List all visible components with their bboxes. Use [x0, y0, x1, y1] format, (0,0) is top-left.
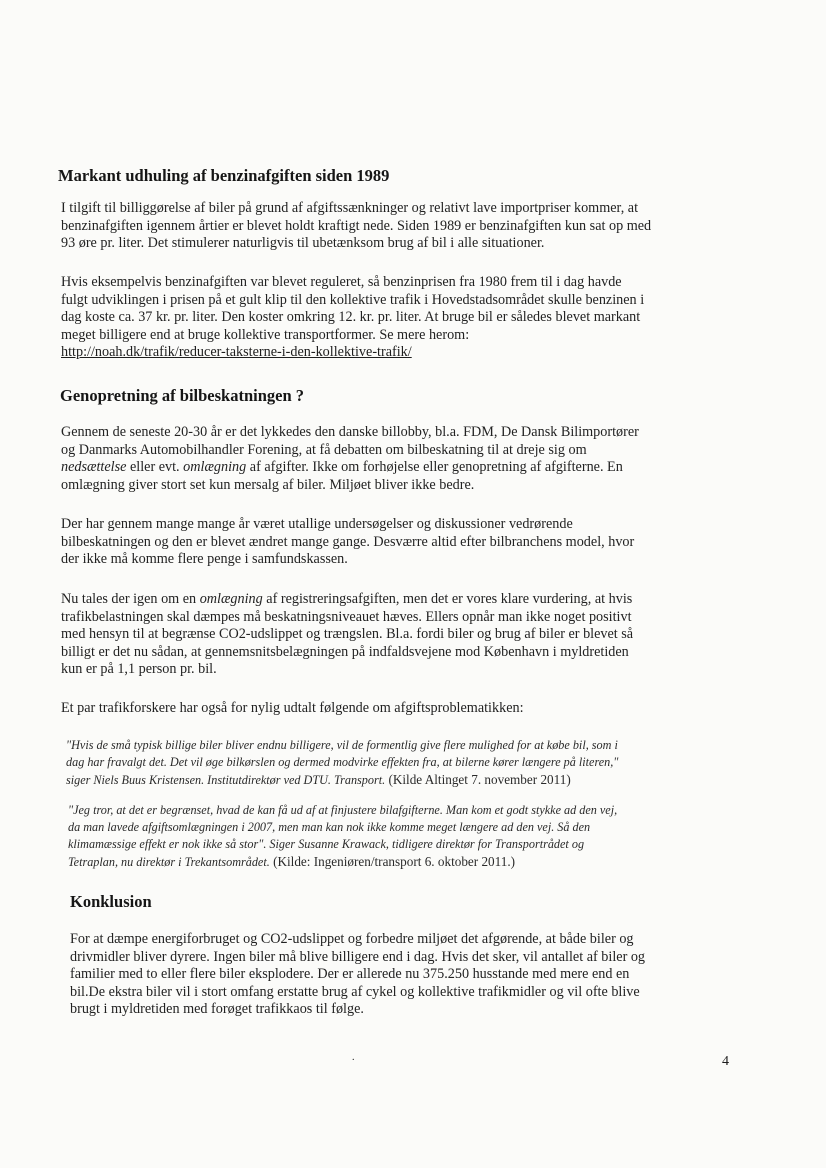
- quote-source: (Kilde: Ingeniøren/transport 6. oktober 2011.): [269, 854, 516, 869]
- emphasis-omlaegning: omlægning: [199, 591, 263, 607]
- text-fragment: af afgifter. Ikke om forhøjelse eller genopretning af afgifterne. En: [246, 459, 623, 475]
- paragraph-billobby: [61, 424, 639, 494]
- text-line: brugt i myldretiden med forøget trafikkaos til følge.: [70, 1001, 364, 1017]
- text-line: familier med to eller flere biler eksplodere. Der er allerede nu 375.250 husstande med mere end en: [70, 966, 630, 982]
- page-number: 4: [722, 1054, 729, 1069]
- text-line: og Danmarks Automobilhandler Forening, at få debatten om bilbeskatning til at dreje sig om: [61, 441, 587, 458]
- paragraph-registreringsafgift: [61, 591, 633, 679]
- text-line: dag koste ca. 37 kr. pr. liter. Den koster omkring 12. kr. pr. liter. At bruge bil er således blevet markant: [61, 309, 641, 325]
- quote-text: "Hvis de små typisk billige biler bliver endnu billigere, vil de formentlig give flere mulighed for at købe bil, som i: [66, 738, 618, 752]
- text-line: bil.De ekstra biler vil i stort omfang erstatte brug af cykel og kollektive trafikmidler og vil ofte blive: [70, 983, 640, 1000]
- stray-mark: .: [352, 1052, 355, 1063]
- text-line: [61, 459, 639, 477]
- text-line: trafikbelastningen skal dæmpes må beskatningsniveauet hæves. Ellers opnår man ikke noget positivt: [61, 608, 632, 625]
- text-line: omlægning giver stort set kun mersalg af biler. Miljøet bliver ikke bedre.: [61, 476, 475, 493]
- quote-attribution: siger Niels Buus Kristensen. Institutdirektør ved DTU. Transport.: [66, 773, 386, 787]
- paragraph-regulering: [61, 274, 644, 362]
- noah-trafik-link[interactable]: http://noah.dk/trafik/reducer-taksterne-i-den-kollektive-trafik/: [61, 344, 412, 360]
- text-fragment: eller evt.: [126, 459, 184, 475]
- heading-genopretning: Genopretning af bilbeskatningen ?: [60, 386, 305, 405]
- quote-source: (Kilde Altinget 7. november 2011): [385, 772, 571, 787]
- quote-niels-buus: [66, 737, 618, 789]
- text-line: billigt er det nu sådan, at gennemsnitsbelægningen på indfaldsvejene mod København i myldretiden: [61, 643, 629, 660]
- text-line: bilbeskatningen og den er blevet ændret mange gange. Desværre altid efter bilbranchens model, hvor: [61, 533, 635, 550]
- text-line: kun er på 1,1 person pr. bil.: [61, 661, 217, 677]
- text-line: benzinafgiften igennem årtier er blevet holdt kraftigt nede. Siden 1989 er benzinafgiften kun sat op med: [61, 217, 652, 234]
- text-line: For at dæmpe energiforbruget og CO2-udslippet og forbedre miljøet det afgørende, at både biler og: [70, 931, 634, 947]
- text-line: der ikke må komme flere penge i samfundskassen.: [61, 551, 348, 567]
- quote-text: da man lavede afgiftsomlægningen i 2007, men man kan nok ikke komme meget længere ad den vej. Så den: [68, 820, 591, 834]
- text-line: Gennem de seneste 20-30 år er det lykkedes den danske billobby, bl.a. FDM, De Dansk Bilimportører: [61, 424, 639, 440]
- quote-text: dag har fravalgt det. Det vil øge bilkørslen og dermed modvirke effekten fra, at bilerne kører længere på literen,": [66, 755, 619, 769]
- text-fragment: Nu tales der igen om en: [61, 591, 200, 607]
- text-line: Der har gennem mange mange år været utallige undersøgelser og diskussioner vedrørende: [61, 516, 573, 532]
- quote-text: "Jeg tror, at det er begrænset, hvad de kan få ud af at finjustere bilafgifterne. Man kom et godt stykke ad den vej,: [68, 803, 618, 817]
- heading-benzinafgift: Markant udhuling af benzinafgiften siden 1989: [58, 166, 390, 185]
- quote-text: klimamæssige effekt er nok ikke så stor". Siger Susanne Krawack, tidligere direktør for Transportrådet og: [68, 837, 585, 851]
- text-line: 93 øre pr. liter. Det stimulerer naturligvis til ubetænksom brug af bil i alle situationer.: [61, 235, 545, 251]
- text-line: Hvis eksempelvis benzinafgiften var blevet reguleret, så benzinprisen fra 1980 frem til i dag havde: [61, 274, 622, 290]
- paragraph-undersogelser: [61, 516, 634, 569]
- heading-konklusion: Konklusion: [70, 892, 152, 911]
- emphasis-nedsaettelse: nedsættelse: [61, 459, 127, 475]
- quote-attribution: Tetraplan, nu direktør i Trekantsområdet.: [68, 855, 270, 869]
- text-line: Et par trafikforskere har også for nylig udtalt følgende om afgiftsproblematikken:: [61, 700, 524, 716]
- text-fragment: af registreringsafgiften, men det er vores klare vurdering, at hvis: [262, 591, 633, 607]
- text-line: meget billigere end at bruge kollektive transportformer. Se mere herom:: [61, 326, 470, 343]
- text-line: med hensyn til at begrænse CO2-udslippet og trængslen. Bl.a. fordi biler og brug af biler er blevet så: [61, 626, 634, 642]
- text-line: I tilgift til billiggørelse af biler på grund af afgiftssænkninger og relativt lave importpriser kommer, at: [61, 200, 639, 216]
- emphasis-omlaegning: omlægning: [183, 459, 247, 475]
- quote-susanne-krawack: [68, 802, 617, 871]
- text-line: drivmidler bliver dyrere. Ingen biler må blive billigere end i dag. Hvis det sker, vil antallet af biler og: [70, 948, 646, 965]
- paragraph-trafikforskere: [61, 700, 524, 718]
- text-line: [61, 591, 633, 609]
- text-line: fulgt udviklingen i prisen på et gult klip til den kollektive trafik i Hovedstadsområdet skulle benzinen i: [61, 291, 645, 308]
- paragraph-konklusion: [70, 931, 645, 1019]
- paragraph-billiggorelse: [61, 200, 651, 253]
